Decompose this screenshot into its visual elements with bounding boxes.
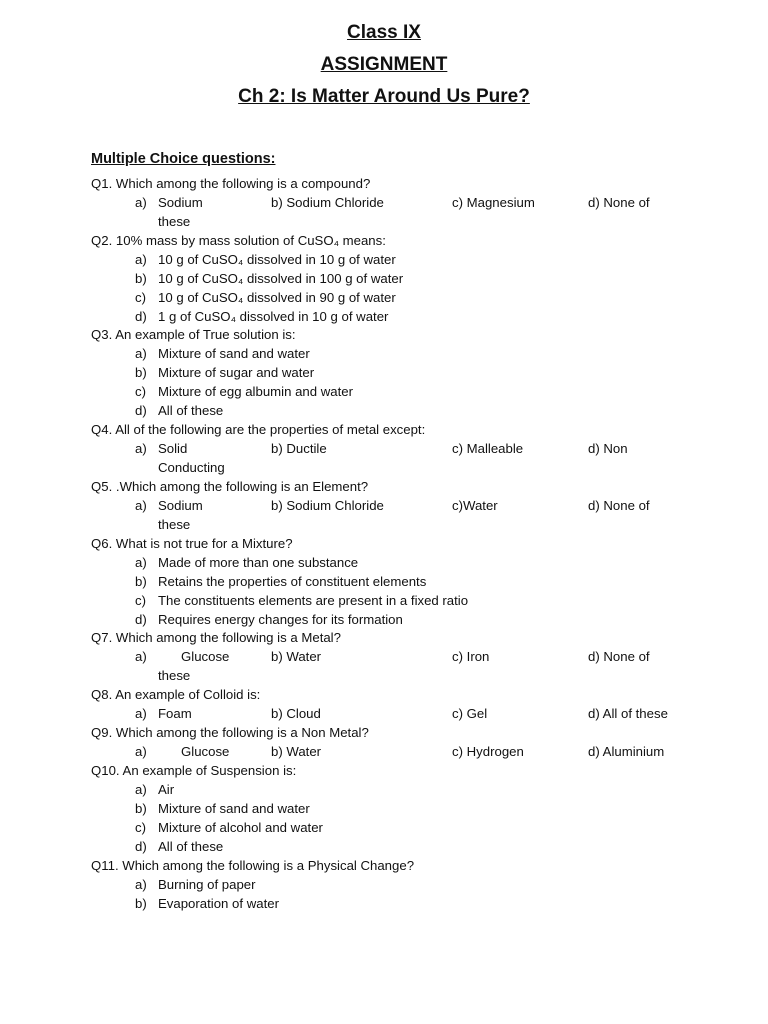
option-b: b) Water (271, 649, 322, 664)
question-10: Q10. An example of Suspension is: (91, 763, 297, 778)
option-d: d) Aluminium (588, 744, 665, 759)
question-8: Q8. An example of Colloid is: (91, 687, 261, 702)
option-b: Mixture of sand and water (158, 801, 310, 816)
option-b: b) Cloud (271, 706, 321, 721)
option-letter: d) (135, 403, 147, 418)
assignment-heading: ASSIGNMENT (320, 54, 448, 75)
option-a: Made of more than one substance (158, 555, 359, 570)
class-heading: Class IX (347, 22, 421, 43)
option-d-continued: these (158, 214, 191, 229)
option-letter: a) (135, 782, 147, 797)
option-letter: a) (135, 195, 147, 210)
option-a: Solid (158, 441, 188, 456)
option-b: Mixture of sugar and water (158, 365, 315, 380)
option-b: Retains the properties of constituent elements (158, 574, 427, 589)
question-5: Q5. .Which among the following is an Element? (91, 479, 369, 494)
option-a: Glucose (181, 649, 230, 664)
option-letter: b) (135, 365, 147, 380)
option-letter: a) (135, 706, 147, 721)
option-c: c) Magnesium (452, 195, 535, 210)
question-1: Q1. Which among the following is a compound? (91, 176, 371, 191)
question-4: Q4. All of the following are the properties of metal except: (91, 422, 426, 437)
question-7: Q7. Which among the following is a Metal? (91, 630, 341, 645)
section-heading: Multiple Choice questions: (91, 151, 276, 167)
option-letter: c) (135, 290, 146, 305)
option-letter: a) (135, 744, 147, 759)
option-c: The constituents elements are present in a fixed ratio (158, 593, 469, 608)
question-11: Q11. Which among the following is a Physical Change? (91, 858, 415, 873)
option-letter: b) (135, 574, 147, 589)
option-c: c) Hydrogen (452, 744, 524, 759)
option-c: c)Water (452, 498, 498, 513)
chapter-heading: Ch 2: Is Matter Around Us Pure? (238, 86, 530, 107)
option-b: b) Water (271, 744, 322, 759)
option-letter: a) (135, 498, 147, 513)
option-d: All of these (158, 839, 224, 854)
option-d: All of these (158, 403, 224, 418)
option-d: d) None of (588, 498, 650, 513)
option-d: d) Non (588, 441, 628, 456)
option-c: c) Iron (452, 649, 490, 664)
option-c: Mixture of alcohol and water (158, 820, 323, 835)
option-d-continued: these (158, 668, 191, 683)
option-b: b) Ductile (271, 441, 327, 456)
option-c: c) Gel (452, 706, 488, 721)
option-letter: c) (135, 593, 146, 608)
option-a: Mixture of sand and water (158, 346, 310, 361)
option-d: d) All of these (588, 706, 668, 721)
option-b: Evaporation of water (158, 896, 279, 911)
option-a: 10 g of CuSO₄ dissolved in 10 g of water (158, 252, 396, 267)
option-b: 10 g of CuSO₄ dissolved in 100 g of water (158, 271, 404, 286)
option-letter: d) (135, 309, 147, 324)
option-letter: b) (135, 271, 147, 286)
option-letter: a) (135, 649, 147, 664)
option-letter: d) (135, 612, 147, 627)
question-2: Q2. 10% mass by mass solution of CuSO₄ means: (91, 233, 386, 248)
option-b: b) Sodium Chloride (271, 195, 384, 210)
question-9: Q9. Which among the following is a Non Metal? (91, 725, 369, 740)
option-letter: a) (135, 441, 147, 456)
option-c: 10 g of CuSO₄ dissolved in 90 g of water (158, 290, 396, 305)
option-letter: a) (135, 346, 147, 361)
option-letter: c) (135, 820, 146, 835)
option-a: Sodium (158, 195, 203, 210)
option-c: c) Malleable (452, 441, 524, 456)
option-b: b) Sodium Chloride (271, 498, 384, 513)
option-a: Air (158, 782, 175, 797)
option-letter: d) (135, 839, 147, 854)
option-letter: a) (135, 877, 147, 892)
option-letter: a) (135, 252, 147, 267)
option-a: Burning of paper (158, 877, 256, 892)
option-d: d) None of (588, 649, 650, 664)
option-letter: a) (135, 555, 147, 570)
option-a: Foam (158, 706, 192, 721)
option-a: Glucose (181, 744, 230, 759)
option-c: Mixture of egg albumin and water (158, 384, 353, 399)
option-letter: b) (135, 896, 147, 911)
option-d: 1 g of CuSO₄ dissolved in 10 g of water (158, 309, 389, 324)
option-d: Requires energy changes for its formation (158, 612, 403, 627)
option-d-continued: these (158, 517, 191, 532)
question-3: Q3. An example of True solution is: (91, 327, 296, 342)
option-a: Sodium (158, 498, 203, 513)
option-d-continued: Conducting (158, 460, 225, 475)
option-letter: b) (135, 801, 147, 816)
option-d: d) None of (588, 195, 650, 210)
option-letter: c) (135, 384, 146, 399)
question-6: Q6. What is not true for a Mixture? (91, 536, 293, 551)
